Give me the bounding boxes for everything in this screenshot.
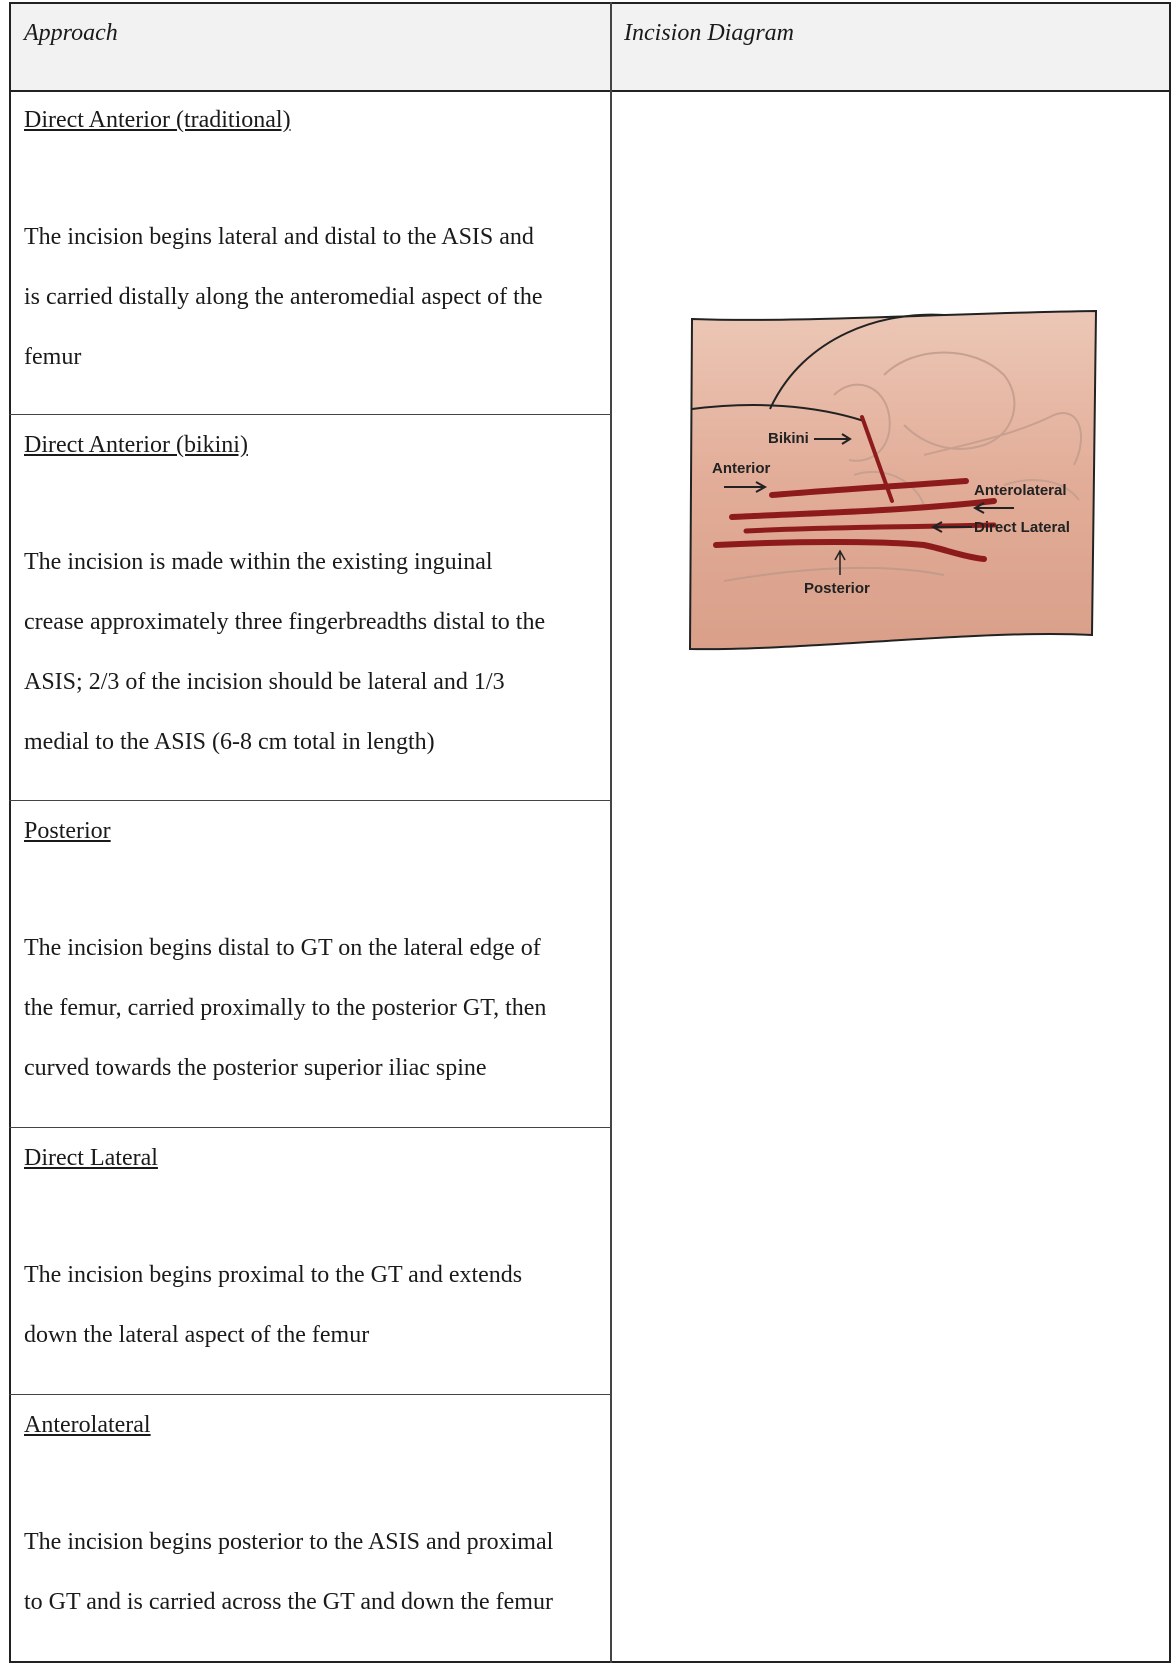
row-description [24, 532, 604, 772]
header-approach: Approach [24, 20, 118, 46]
row-direct-lateral [24, 1143, 604, 1365]
row-posterior [24, 816, 604, 1098]
row-title: Direct Lateral [24, 1145, 158, 1171]
description-line: femur [24, 344, 82, 370]
description-line: The incision begins distal to GT on the lateral edge of [24, 935, 541, 961]
description-line: down the lateral aspect of the femur [24, 1322, 370, 1348]
description-line: crease approximately three fingerbreadths distal to the [24, 609, 546, 635]
row-description [24, 1245, 604, 1365]
row-divider [9, 1394, 612, 1395]
label-bikini: Bikini [768, 430, 809, 447]
row-description [24, 918, 604, 1098]
description-line: is carried distally along the anteromedial aspect of the [24, 284, 543, 310]
row-title: Direct Anterior (bikini) [24, 432, 248, 458]
label-anterior: Anterior [712, 460, 771, 477]
column-divider [610, 2, 612, 1663]
description-line: The incision begins lateral and distal to the ASIS and [24, 224, 534, 250]
row-anterolateral [24, 1410, 604, 1632]
row-direct-anterior-traditional [24, 105, 604, 387]
description-line: to GT and is carried across the GT and down the femur [24, 1589, 553, 1615]
description-line: medial to the ASIS (6-8 cm total in length) [24, 729, 435, 755]
row-title: Anterolateral [24, 1412, 151, 1438]
row-description [24, 207, 604, 387]
row-direct-anterior-bikini [24, 430, 604, 772]
description-line: the femur, carried proximally to the posterior GT, then [24, 995, 547, 1021]
description-line: The incision is made within the existing inguinal [24, 549, 493, 575]
incision-diagram [684, 305, 1104, 675]
header-incision-diagram: Incision Diagram [624, 20, 794, 46]
description-line: curved towards the posterior superior iliac spine [24, 1055, 487, 1081]
row-description [24, 1512, 604, 1632]
row-divider [9, 800, 612, 801]
incision-diagram-svg [684, 305, 1104, 675]
row-divider [9, 1127, 612, 1128]
label-anterolateral: Anterolateral [974, 482, 1067, 499]
description-line: ASIS; 2/3 of the incision should be lateral and 1/3 [24, 669, 505, 695]
row-title: Direct Anterior (traditional) [24, 107, 291, 133]
row-title: Posterior [24, 818, 111, 844]
description-line: The incision begins proximal to the GT and extends [24, 1262, 523, 1288]
row-divider [9, 414, 612, 415]
label-direct-lateral: Direct Lateral [974, 519, 1070, 536]
label-posterior: Posterior [804, 580, 870, 597]
description-line: The incision begins posterior to the ASIS and proximal [24, 1529, 554, 1555]
